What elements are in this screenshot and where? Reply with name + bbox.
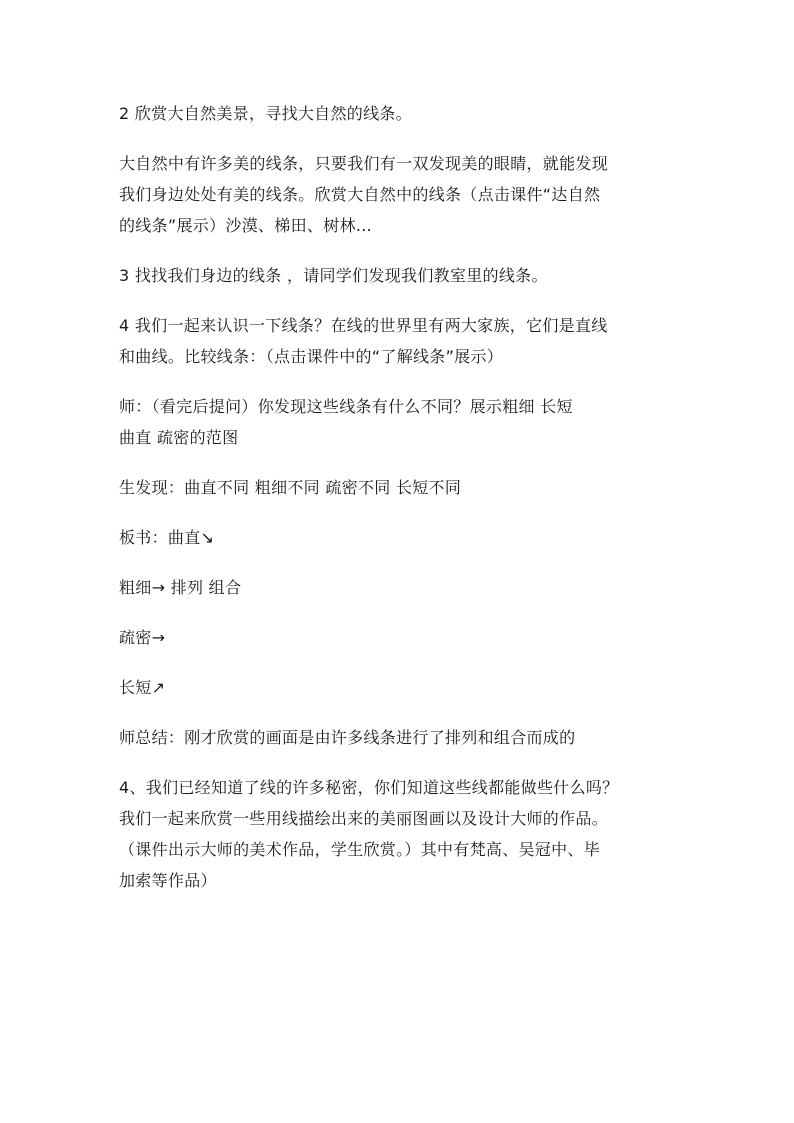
text-line: 疏密→ <box>119 628 166 647</box>
paragraph-blackboard-curve <box>119 522 679 553</box>
text-line: 2 欣赏大自然美景，寻找大自然的线条。 <box>119 104 412 123</box>
text-line: 师：（看完后提问）你发现这些线条有什么不同？展示粗细 长短 <box>119 397 573 416</box>
paragraph-nature-title <box>119 98 679 129</box>
text-line: 和曲线。比较线条：（点击课件中的“了解线条”展示） <box>119 347 504 366</box>
paragraph-teacher-summary <box>119 722 679 753</box>
paragraph-blackboard-density <box>119 622 679 653</box>
paragraph-blackboard-thickness <box>119 572 679 603</box>
text-line: 生发现：曲直不同 粗细不同 疏密不同 长短不同 <box>119 478 462 497</box>
text-line: 板书：曲直↘ <box>119 528 215 547</box>
text-line: 加索等作品） <box>119 871 217 890</box>
text-line: 粗细→ 排列 组合 <box>119 578 242 597</box>
text-line: （课件出示大师的美术作品，学生欣赏。）其中有梵高、吴冠中、毕 <box>119 840 601 859</box>
paragraph-student-finding <box>119 472 679 503</box>
text-line: 的线条”展示）沙漠、梯田、树林… <box>119 216 373 235</box>
text-line: 4、我们已经知道了线的许多秘密，你们知道这些线都能做些什么吗？ <box>119 778 619 797</box>
text-line: 长短↗ <box>119 678 166 697</box>
text-line: 4 我们一起来认识一下线条？在线的世界里有两大家族，它们是直线 <box>119 316 608 335</box>
paragraph-nature-lines <box>119 148 679 241</box>
text-line: 师总结：刚才欣赏的画面是由许多线条进行了排列和组合而成的 <box>119 728 576 747</box>
paragraph-blackboard-length <box>119 672 679 703</box>
paragraph-find-lines <box>119 260 679 291</box>
paragraph-recognize-lines <box>119 310 679 372</box>
paragraph-teacher-question <box>119 391 679 453</box>
text-line: 3 找找我们身边的线条 ，请同学们发现我们教室里的线条。 <box>119 266 548 285</box>
document-body <box>119 98 679 915</box>
text-line: 曲直 疏密的范图 <box>119 428 239 447</box>
text-line: 大自然中有许多美的线条，只要我们有一双发现美的眼睛，就能发现 <box>119 154 609 173</box>
text-line: 我们一起来欣赏一些用线描绘出来的美丽图画以及设计大师的作品。 <box>119 809 609 828</box>
text-line: 我们身边处处有美的线条。欣赏大自然中的线条（点击课件“达自然 <box>119 185 601 204</box>
paragraph-master-works <box>119 772 679 896</box>
